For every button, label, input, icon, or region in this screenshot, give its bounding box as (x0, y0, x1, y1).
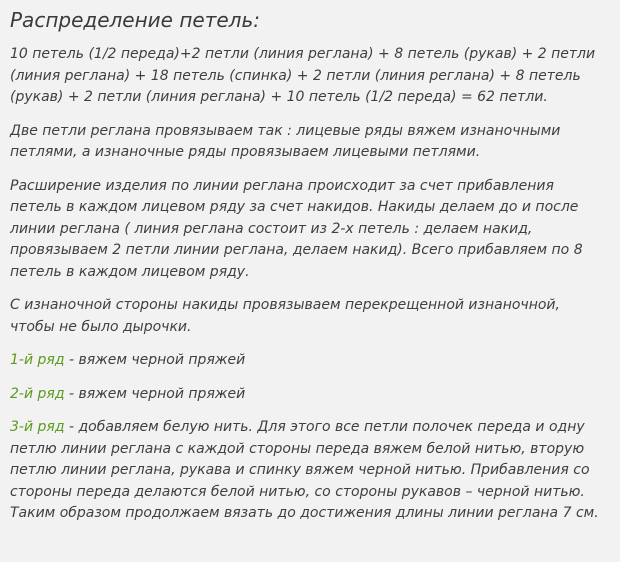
row-1-text: - вяжем черной пряжей (64, 352, 246, 368)
row-2-label: 2-й ряд (10, 385, 65, 402)
row-1-paragraph (10, 350, 606, 372)
wrong-side-paragraph: С изнаночной стороны накиды провязываем перекрещенной изнаночной, чтобы не было дырочки. (10, 297, 560, 335)
distribution-paragraph: 10 петель (1/2 переда)+2 петли (линия реглана) + 8 петель (рукав) + 2 петли (линия реглана) + 18 петель (спинка) + 2 петли (линия реглана) + 8 петель (рукав) + 2 петли (линия реглана) + 10 петель (1/2 переда) = 62 петли. (10, 46, 596, 105)
row-1-label: 1-й ряд (10, 352, 65, 368)
raglan-knitting-paragraph: Две петли реглана провязываем так : лицевые ряды вяжем изнаночными петлями, а изнаночные ряды провязываем лицевыми петлями. (10, 122, 561, 160)
expansion-paragraph: Расширение изделия по линии реглана происходит за счет прибавления петель в каждом лицевом ряду за счет накидов. Накиды делаем до и после линии реглана ( линия реглана состоит из 2-х петель : делаем накид, провязываем 2 петли линии реглана, делаем накид). Всего прибавляем по 8 петель в каждом лицевом ряду. (10, 177, 583, 280)
row-3-label: 3-й ряд (10, 419, 65, 435)
row-2-paragraph (10, 384, 606, 406)
row-3-text: - добавляем белую нить. Для этого все петли полочек переда и одну петлю линии реглана с каждой стороны переда вяжем белой нитью, вторую петлю линии реглана, рукава и спинку вяжем черной нитью. Прибавления со стороны переда делаются белой нитью, со стороны рукавов – черной нитью. Таким образом продолжаем вязать до достижения длины линии реглана 7 см. (10, 419, 599, 521)
row-2-text: - вяжем черной пряжей (64, 385, 246, 402)
row-3-paragraph (10, 417, 606, 525)
document-title: Распределение петель: (10, 8, 260, 32)
